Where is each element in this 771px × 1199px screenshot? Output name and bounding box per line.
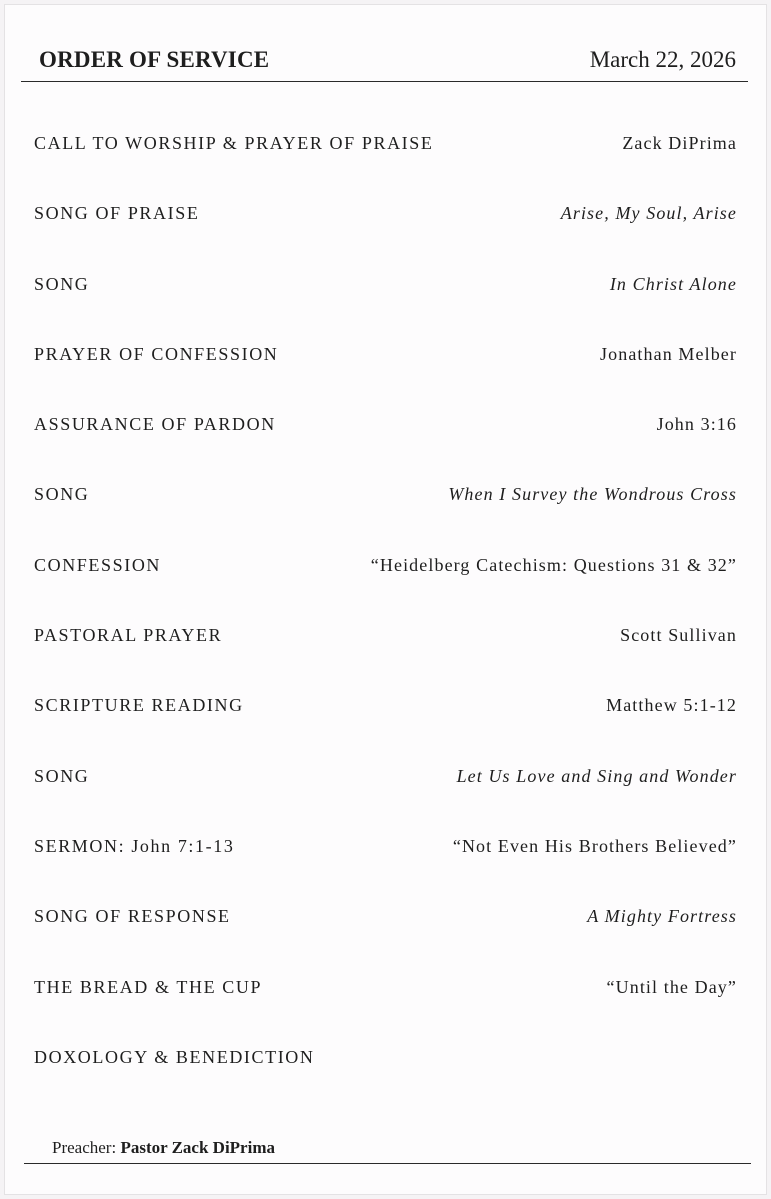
header xyxy=(21,39,748,82)
service-item xyxy=(34,826,737,896)
service-item xyxy=(34,967,737,1037)
service-item-detail: “Not Even His Brothers Believed” xyxy=(452,835,737,856)
service-item-detail: Arise, My Soul, Arise xyxy=(560,203,737,224)
service-item-label: CONFESSION xyxy=(34,554,162,575)
service-item-label: SONG xyxy=(34,765,90,786)
service-item xyxy=(34,264,737,334)
service-item-detail: John 3:16 xyxy=(656,414,737,435)
service-item-detail: “Until the Day” xyxy=(606,976,737,997)
service-item-label: SONG xyxy=(34,273,90,294)
service-item-label: SERMON: John 7:1-13 xyxy=(34,835,235,856)
service-item xyxy=(34,474,737,544)
service-item xyxy=(34,756,737,826)
service-item xyxy=(34,545,737,615)
service-item-detail: Matthew 5:1-12 xyxy=(606,695,737,716)
service-item-label: DOXOLOGY & BENEDICTION xyxy=(34,1046,315,1067)
service-item-detail: Let Us Love and Sing and Wonder xyxy=(456,765,737,786)
service-item-detail: Scott Sullivan xyxy=(620,625,737,646)
service-item-label: SONG OF PRAISE xyxy=(34,203,200,224)
service-item-label: CALL TO WORSHIP & PRAYER OF PRAISE xyxy=(34,133,434,153)
preacher-line xyxy=(52,1138,275,1158)
service-item-detail: In Christ Alone xyxy=(609,273,737,294)
service-item-detail: A Mighty Fortress xyxy=(587,906,737,927)
bulletin-page xyxy=(4,4,767,1195)
service-item-label: SCRIPTURE READING xyxy=(34,695,244,716)
preacher-label: Preacher: xyxy=(52,1138,117,1157)
service-item xyxy=(34,615,737,685)
service-item xyxy=(34,1037,737,1107)
page-title: ORDER OF SERVICE xyxy=(39,47,270,72)
service-item xyxy=(34,193,737,263)
service-item-label: PASTORAL PRAYER xyxy=(34,625,223,646)
service-item-label: ASSURANCE OF PARDON xyxy=(34,414,276,435)
service-item-label: PRAYER OF CONFESSION xyxy=(34,343,279,364)
service-item-label: THE BREAD & THE CUP xyxy=(34,976,263,997)
service-date: March 22, 2026 xyxy=(589,47,736,72)
footer xyxy=(24,1131,751,1164)
service-item-detail: “Heidelberg Catechism: Questions 31 & 32” xyxy=(370,554,737,575)
service-item xyxy=(34,896,737,966)
service-item xyxy=(34,404,737,474)
service-item xyxy=(34,685,737,755)
service-item xyxy=(34,334,737,404)
service-item-label: SONG OF RESPONSE xyxy=(34,906,231,927)
order-of-service-list xyxy=(34,123,737,1107)
service-item xyxy=(34,123,737,193)
service-item-detail: Jonathan Melber xyxy=(600,343,737,364)
service-item-label: SONG xyxy=(34,484,90,505)
preacher-name: Pastor Zack DiPrima xyxy=(120,1138,275,1157)
service-item-detail: Zack DiPrima xyxy=(622,133,737,153)
service-item-detail: When I Survey the Wondrous Cross xyxy=(448,484,737,505)
